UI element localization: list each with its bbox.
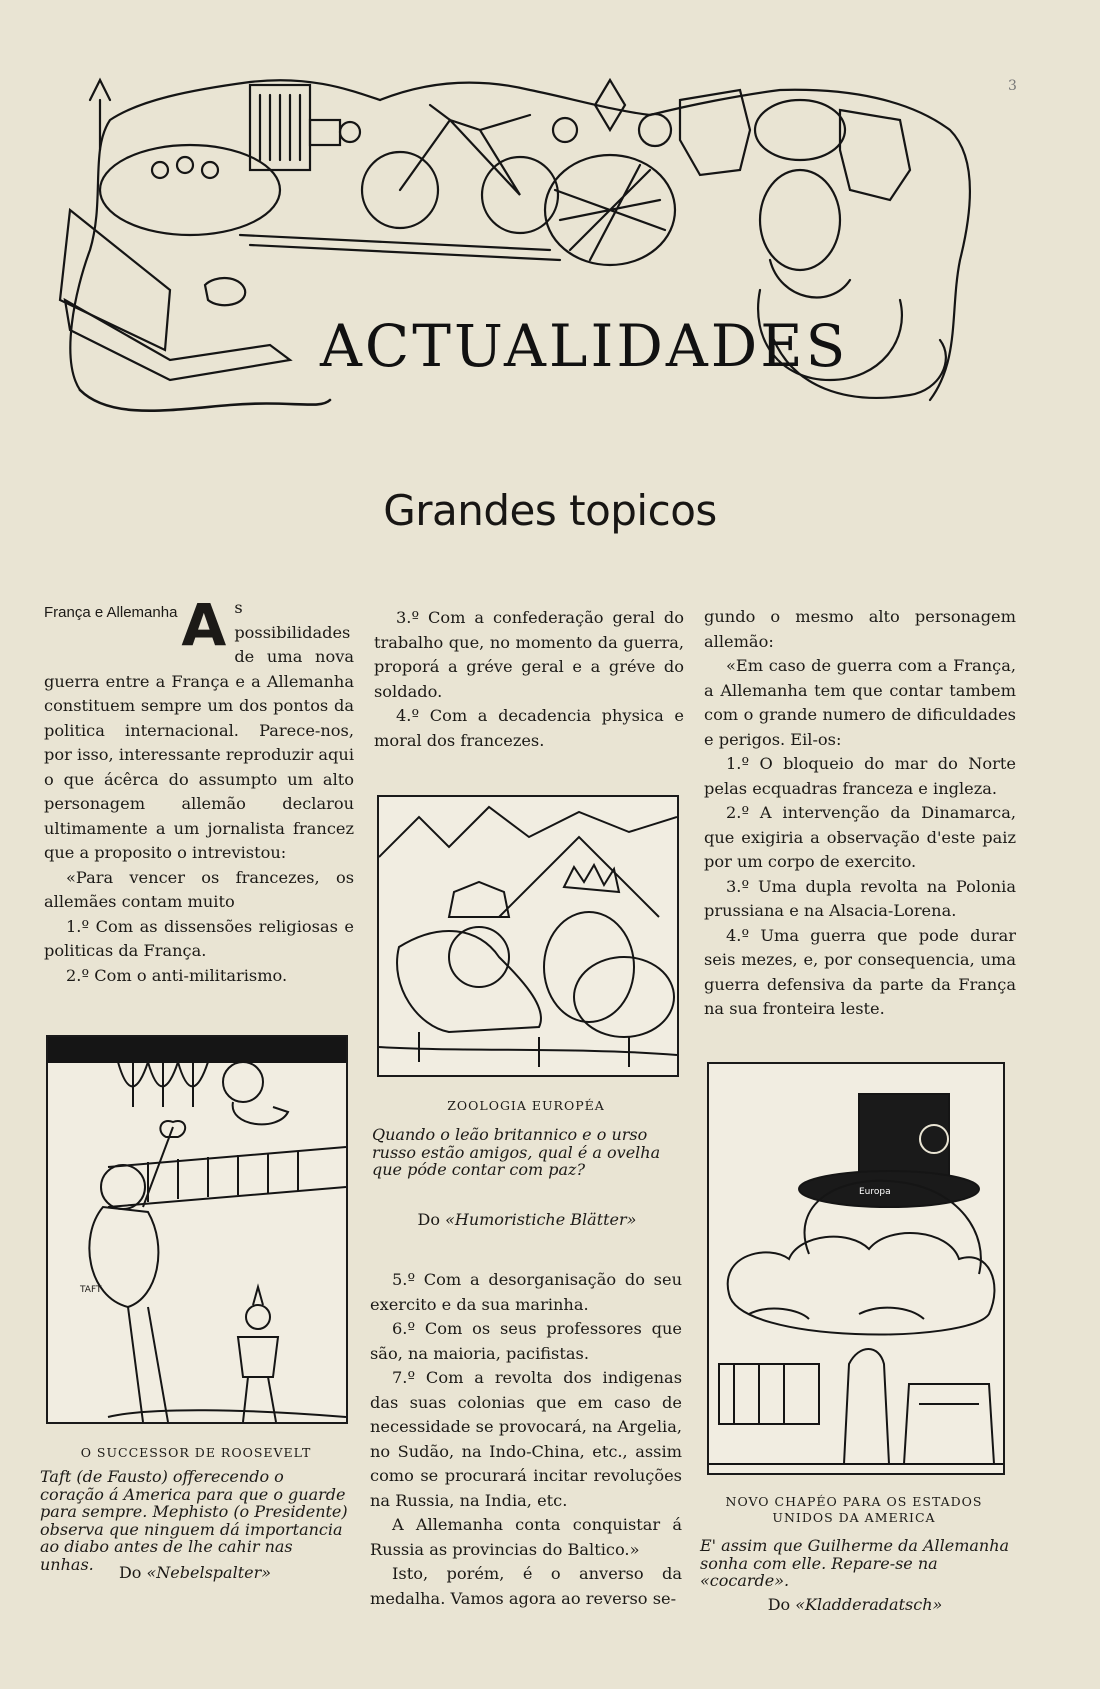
list-item: 4.º Uma guerra que pode durar seis mezes, e, por consequencia, uma guerra defensiva da parte da França na sua fronteira leste. — [704, 925, 1016, 1018]
list-item: 5.º Com a desorganisação do seu exercito e da sua marinha. — [370, 1270, 682, 1314]
label-europa: Europa — [859, 1187, 891, 1197]
cartoon-chapeo — [707, 1062, 1005, 1475]
label-taft: TAFT — [80, 1285, 102, 1295]
source-zoologia: Do «Humoristiche Blätter» — [417, 1210, 637, 1229]
cartoon-roosevelt — [46, 1035, 348, 1424]
list-item: 3.º Com a confederação geral do trabalho que, no momento da guerra, proporá a gréve geral e a gréve do soldado. — [374, 608, 684, 701]
caption-title-chapeo: NOVO CHAPÉO PARA OS ESTADOS UNIDOS DA AMERICA — [725, 1494, 983, 1525]
source-name: «Humoristiche Blätter» — [445, 1210, 637, 1229]
article-column-2-continued — [370, 1268, 682, 1611]
list-item: 1.º O bloqueio do mar do Norte pelas ecquadras franceza e ingleza. — [704, 754, 1016, 798]
paragraph-quote: «Em caso de guerra com a França, a Allemanha tem que contar tambem com o grande numero de dificuldades e perigos. Eil-os: — [704, 656, 1016, 749]
article-column-3 — [704, 605, 1016, 1022]
caption-chapeo: E' assim que Guilherme da Allemanha sonha com elle. Repare-se na «cocarde». — [700, 1536, 1010, 1590]
list-item: 4.º Com a decadencia physica e moral dos francezes. — [374, 706, 684, 750]
list-item: 2.º A intervenção da Dinamarca, que exigiria a observação d'este paiz por um corpo de exercito. — [704, 803, 1016, 871]
drop-cap: A — [181, 591, 227, 659]
article-column-2 — [374, 606, 684, 753]
source-chapeo: Do «Kladderadatsch» — [767, 1595, 943, 1614]
list-item: 2.º Com o anti-militarismo. — [66, 965, 288, 985]
masthead: ACTUALIDADES — [320, 312, 849, 380]
page-number: 3 — [1008, 78, 1017, 94]
paragraph-intro: s possibilidades de uma nova guerra entre a França e a Allemanha constituem sempre um dos pontos da politica internacional. Parece-nos, por isso, interessante reproduzir aqui o que ácêrca do assumpto um alto personagem allemão declarou ultimamente a um jornalista francez que a proposito o intrevistou: — [44, 598, 354, 862]
paragraph: A Allemanha conta conquistar á Russia as provincias do Baltico.» — [370, 1515, 682, 1559]
list-item: 7.º Com a revolta dos indigenas das suas colonias que em caso de necessidade se provocará, na Argelia, no Sudão, na Indo-China, etc., assim como se procurará incitar revoluções na Russia, na India, etc. — [370, 1368, 682, 1510]
caption-roosevelt: Taft (de Fausto) offerecendo o coração á America para que o guarde para sempre. Mephisto (o Presidente) observa que ninguem dá importancia ao diabo antes de lhe cahir nas unhas. — [40, 1467, 348, 1574]
paragraph: gundo o mesmo alto personagem allemão: — [704, 607, 1016, 651]
page-title: Grandes topicos — [383, 486, 717, 535]
article-column-1 — [44, 591, 354, 988]
side-heading: França e Allemanha — [44, 604, 178, 621]
caption-title-roosevelt: O SUCCESSOR DE ROOSEVELT — [80, 1445, 312, 1460]
header-illustration — [50, 60, 1010, 445]
list-item: 1.º Com as dissensões religiosas e politicas da França. — [44, 916, 354, 960]
list-item: 3.º Uma dupla revolta na Polonia prussiana e na Alsacia-Lorena. — [704, 876, 1016, 920]
paragraph: Isto, porém, é o anverso da medalha. Vamos agora ao reverso se- — [370, 1564, 682, 1608]
cartoon-zoologia — [377, 795, 679, 1077]
paragraph-quote: «Para vencer os francezes, os allemães contam muito — [44, 867, 354, 911]
caption-title-zoologia: ZOOLOGIA EUROPÉA — [447, 1098, 605, 1113]
source-name: «Kladderadatsch» — [795, 1595, 943, 1614]
source-roosevelt: Do «Nebelspalter» — [118, 1563, 272, 1582]
caption-zoologia: Quando o leão britannico e o urso russo estão amigos, qual é a ovelha que póde contar com paz? — [372, 1125, 661, 1179]
list-item: 6.º Com os seus professores que são, na maioria, pacifistas. — [370, 1319, 682, 1363]
source-name: «Nebelspalter» — [146, 1563, 272, 1582]
